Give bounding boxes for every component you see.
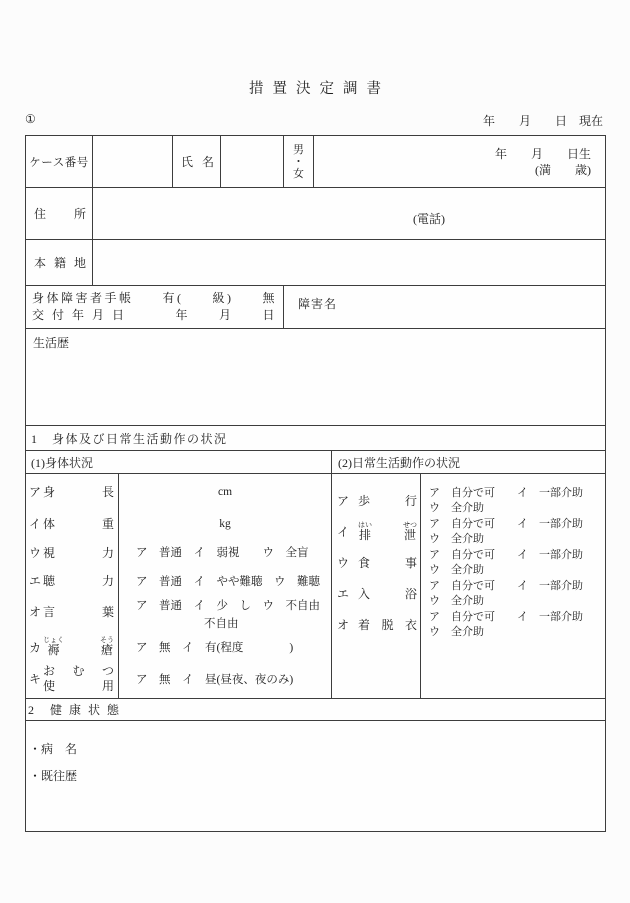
physical-content-column xyxy=(119,474,331,698)
disease-name-label: ・病 名 xyxy=(29,742,78,756)
certificate-line1: 身体障害者手帳 有( 級) 無 xyxy=(32,291,277,305)
label-speech: オ 言 葉 xyxy=(29,604,114,619)
hearing-options: ア 普通 イ やや難聴 ウ 難聴 xyxy=(136,576,320,589)
label-walking: ア 歩 行 xyxy=(337,494,417,508)
page-number-marker: ① xyxy=(25,112,36,126)
physical-status-heading: (1)身体状況 xyxy=(26,451,332,473)
physical-label-column xyxy=(26,474,119,698)
life-history-cell: 生活歴 xyxy=(33,336,70,350)
dressing-options: ア 自分で可 イ 一部介助 ウ 全介助 xyxy=(429,610,583,638)
row-status-body xyxy=(26,474,605,699)
diaper-options: ア 無 イ 昼(昼夜、夜のみ) xyxy=(136,673,294,686)
certificate-line2: 交 付 年 月 日 年 月 日 xyxy=(32,308,278,322)
walking-options: ア 自分で可 イ 一部介助 ウ 全介助 xyxy=(429,486,583,514)
page-title: 措置決定調書 xyxy=(249,81,390,97)
label-excretion: イ 排はい 泄せつ xyxy=(337,520,417,542)
row-health-body xyxy=(26,721,605,831)
label-bedsore: カ 褥じょく 瘡そう xyxy=(29,636,114,658)
physical-status-panel xyxy=(26,474,332,698)
domicile-label: 本 籍 地 xyxy=(34,256,86,270)
bedsore-ruby-2: 瘡そう xyxy=(100,636,114,658)
row-life-history xyxy=(26,329,605,426)
adl-status-heading: (2)日常生活動作の状況 xyxy=(338,455,460,470)
domicile-label-cell xyxy=(26,240,93,285)
name-label: 氏 名 xyxy=(181,155,214,169)
domicile-value-cell xyxy=(93,240,605,285)
excretion-options: ア 自分で可 イ 一部介助 ウ 全介助 xyxy=(429,517,583,545)
phone-label: (電話) xyxy=(413,212,445,226)
label-hearing: エ 聴 力 xyxy=(29,574,114,589)
label-dressing: オ 着 脱 衣 xyxy=(337,618,417,632)
birth-age-line: (満 歳) xyxy=(535,162,591,177)
gender-cell: 男 ・ 女 xyxy=(284,136,314,187)
birth-date-line: 年 月 日生 xyxy=(494,146,591,161)
row-identity xyxy=(26,136,605,188)
section1-heading: 1 身体及び日常生活動作の状況 xyxy=(31,431,228,446)
as-of-date-line: 年 月 日 現在 xyxy=(482,114,603,128)
bedsore-ruby-1: 褥じょく xyxy=(43,636,64,658)
row-subheadings xyxy=(26,451,605,474)
row-section1-heading xyxy=(26,426,605,451)
label-weight: イ 体 重 xyxy=(29,517,114,532)
birth-date-cell xyxy=(314,136,605,187)
vision-options: ア 普通 イ 弱視 ウ 全盲 xyxy=(136,547,309,560)
case-number-label: ケース番号 xyxy=(26,136,93,187)
name-label-cell xyxy=(173,136,221,187)
health-status-cell xyxy=(26,721,605,831)
disability-name-cell: 障害名 xyxy=(298,297,338,311)
adl-label-column xyxy=(332,474,421,698)
bathing-options: ア 自分で可 イ 一部介助 ウ 全介助 xyxy=(429,579,583,607)
weight-unit: kg xyxy=(219,517,231,530)
label-eating: ウ 食 事 xyxy=(337,556,417,570)
adl-panel xyxy=(332,474,605,698)
excretion-ruby-1: 排はい xyxy=(358,520,372,542)
row-domicile xyxy=(26,240,605,286)
height-unit: cm xyxy=(217,485,233,498)
bedsore-options: ア 無 イ 有(程度 ) xyxy=(136,642,294,655)
label-bathing: エ 入 浴 xyxy=(337,587,417,601)
case-number-value-cell xyxy=(93,136,173,187)
address-label-cell xyxy=(26,188,93,239)
speech-options: ア 普通 イ 少 し ウ 不自由 不自由 xyxy=(136,600,320,631)
label-vision: ウ 視 力 xyxy=(29,545,114,560)
section2-heading: 2 健 康 状 態 xyxy=(28,703,122,717)
label-height: ア 身 長 xyxy=(29,485,114,500)
certificate-cell xyxy=(26,286,284,328)
adl-content-column xyxy=(421,474,605,698)
label-diaper: キ お む つ 使 用 xyxy=(29,663,114,693)
row-section2-heading xyxy=(26,699,605,721)
eating-options: ア 自分で可 イ 一部介助 ウ 全介助 xyxy=(429,548,583,576)
medical-history-label: ・既往歴 xyxy=(29,769,78,783)
address-value-cell xyxy=(93,188,605,239)
address-label: 住 所 xyxy=(34,207,86,221)
row-certificate xyxy=(26,286,605,329)
form-table xyxy=(25,135,606,832)
name-value-cell xyxy=(221,136,284,187)
excretion-ruby-2: 泄せつ xyxy=(403,520,417,542)
row-address xyxy=(26,188,605,240)
